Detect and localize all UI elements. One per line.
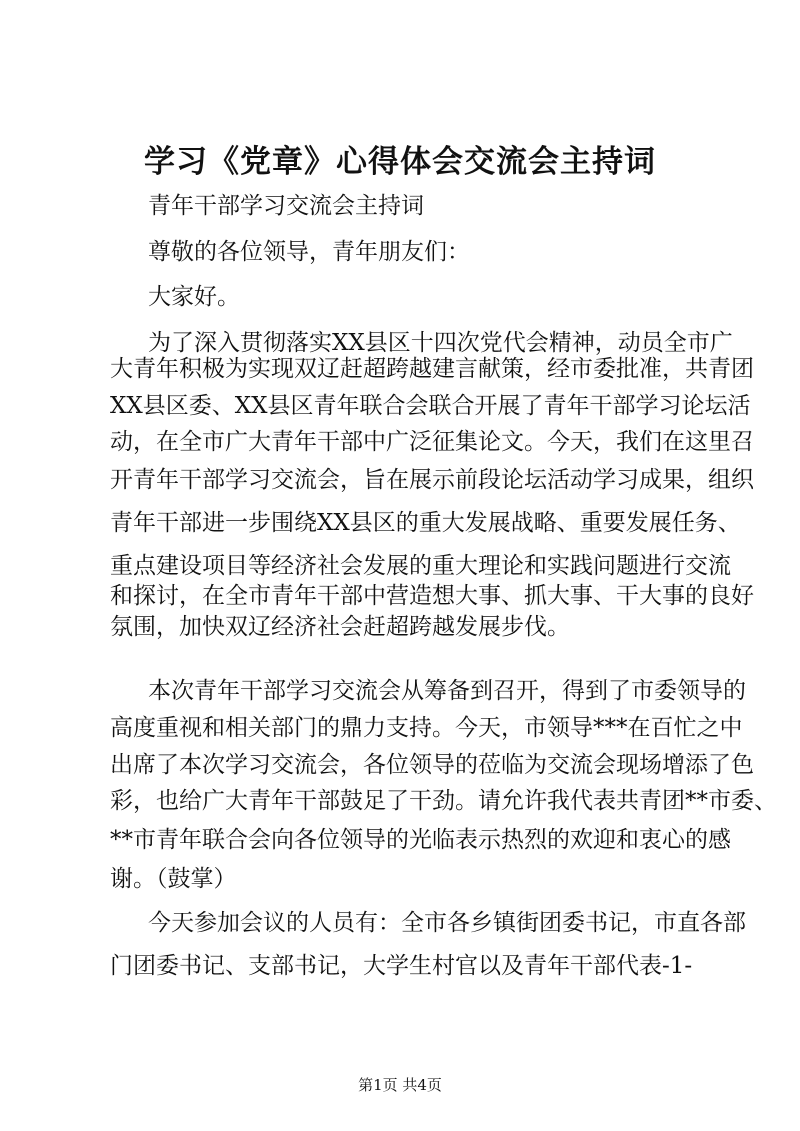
- paragraph-line: 动，在全市广大青年干部中广泛征集论文。今天，我们在这里召: [110, 429, 754, 455]
- paragraph-line: 高度重视和相关部门的鼎力支持。今天，市领导***在百忙之中: [110, 715, 743, 741]
- paragraph-line: 氛围，加快双辽经济社会赶超跨越发展步伐。: [110, 614, 570, 640]
- paragraph-line: **市青年联合会向各位领导的光临表示热烈的欢迎和衷心的感: [110, 827, 731, 853]
- page-number-footer: 第1页 共4页: [358, 1076, 442, 1094]
- paragraph-line: 彩，也给广大青年干部鼓足了干劲。请允许我代表共青团**市委、: [110, 788, 777, 814]
- paragraph-line: 为了深入贯彻落实XX县区十四次党代会精神，动员全市广: [148, 330, 733, 356]
- subtitle-line: 青年干部学习交流会主持词: [148, 193, 424, 219]
- paragraph-line: 大青年积极为实现双辽赶超跨越建言献策，经市委批准，共青团: [110, 356, 754, 382]
- greeting-line: 大家好。: [148, 284, 240, 310]
- paragraph-line: 青年干部进一步围绕XX县区的重大发展战略、重要发展任务、: [110, 510, 741, 536]
- salutation-line: 尊敬的各位领导，青年朋友们：: [148, 239, 470, 265]
- paragraph-line: 今天参加会议的人员有：全市各乡镇街团委书记，市直各部: [148, 910, 746, 936]
- paragraph-line: 和探讨，在全市青年干部中营造想大事、抓大事、干大事的良好: [110, 583, 754, 609]
- paragraph-line: 重点建设项目等经济社会发展的重大理论和实践问题进行交流: [110, 553, 731, 579]
- document-title: 学习《党章》心得体会交流会主持词: [144, 144, 656, 180]
- paragraph-line: 谢。（鼓掌）: [110, 866, 237, 892]
- paragraph-line: XX县区委、XX县区青年联合会联合开展了青年干部学习论坛活: [110, 393, 751, 419]
- paragraph-line: 门团委书记、支部书记，大学生村官以及青年干部代表-1-: [110, 953, 693, 979]
- paragraph-line: 出席了本次学习交流会，各位领导的莅临为交流会现场增添了色: [110, 752, 754, 778]
- paragraph-line: 开青年干部学习交流会，旨在展示前段论坛活动学习成果，组织: [110, 467, 754, 493]
- paragraph-line: 本次青年干部学习交流会从筹备到召开，得到了市委领导的: [148, 678, 746, 704]
